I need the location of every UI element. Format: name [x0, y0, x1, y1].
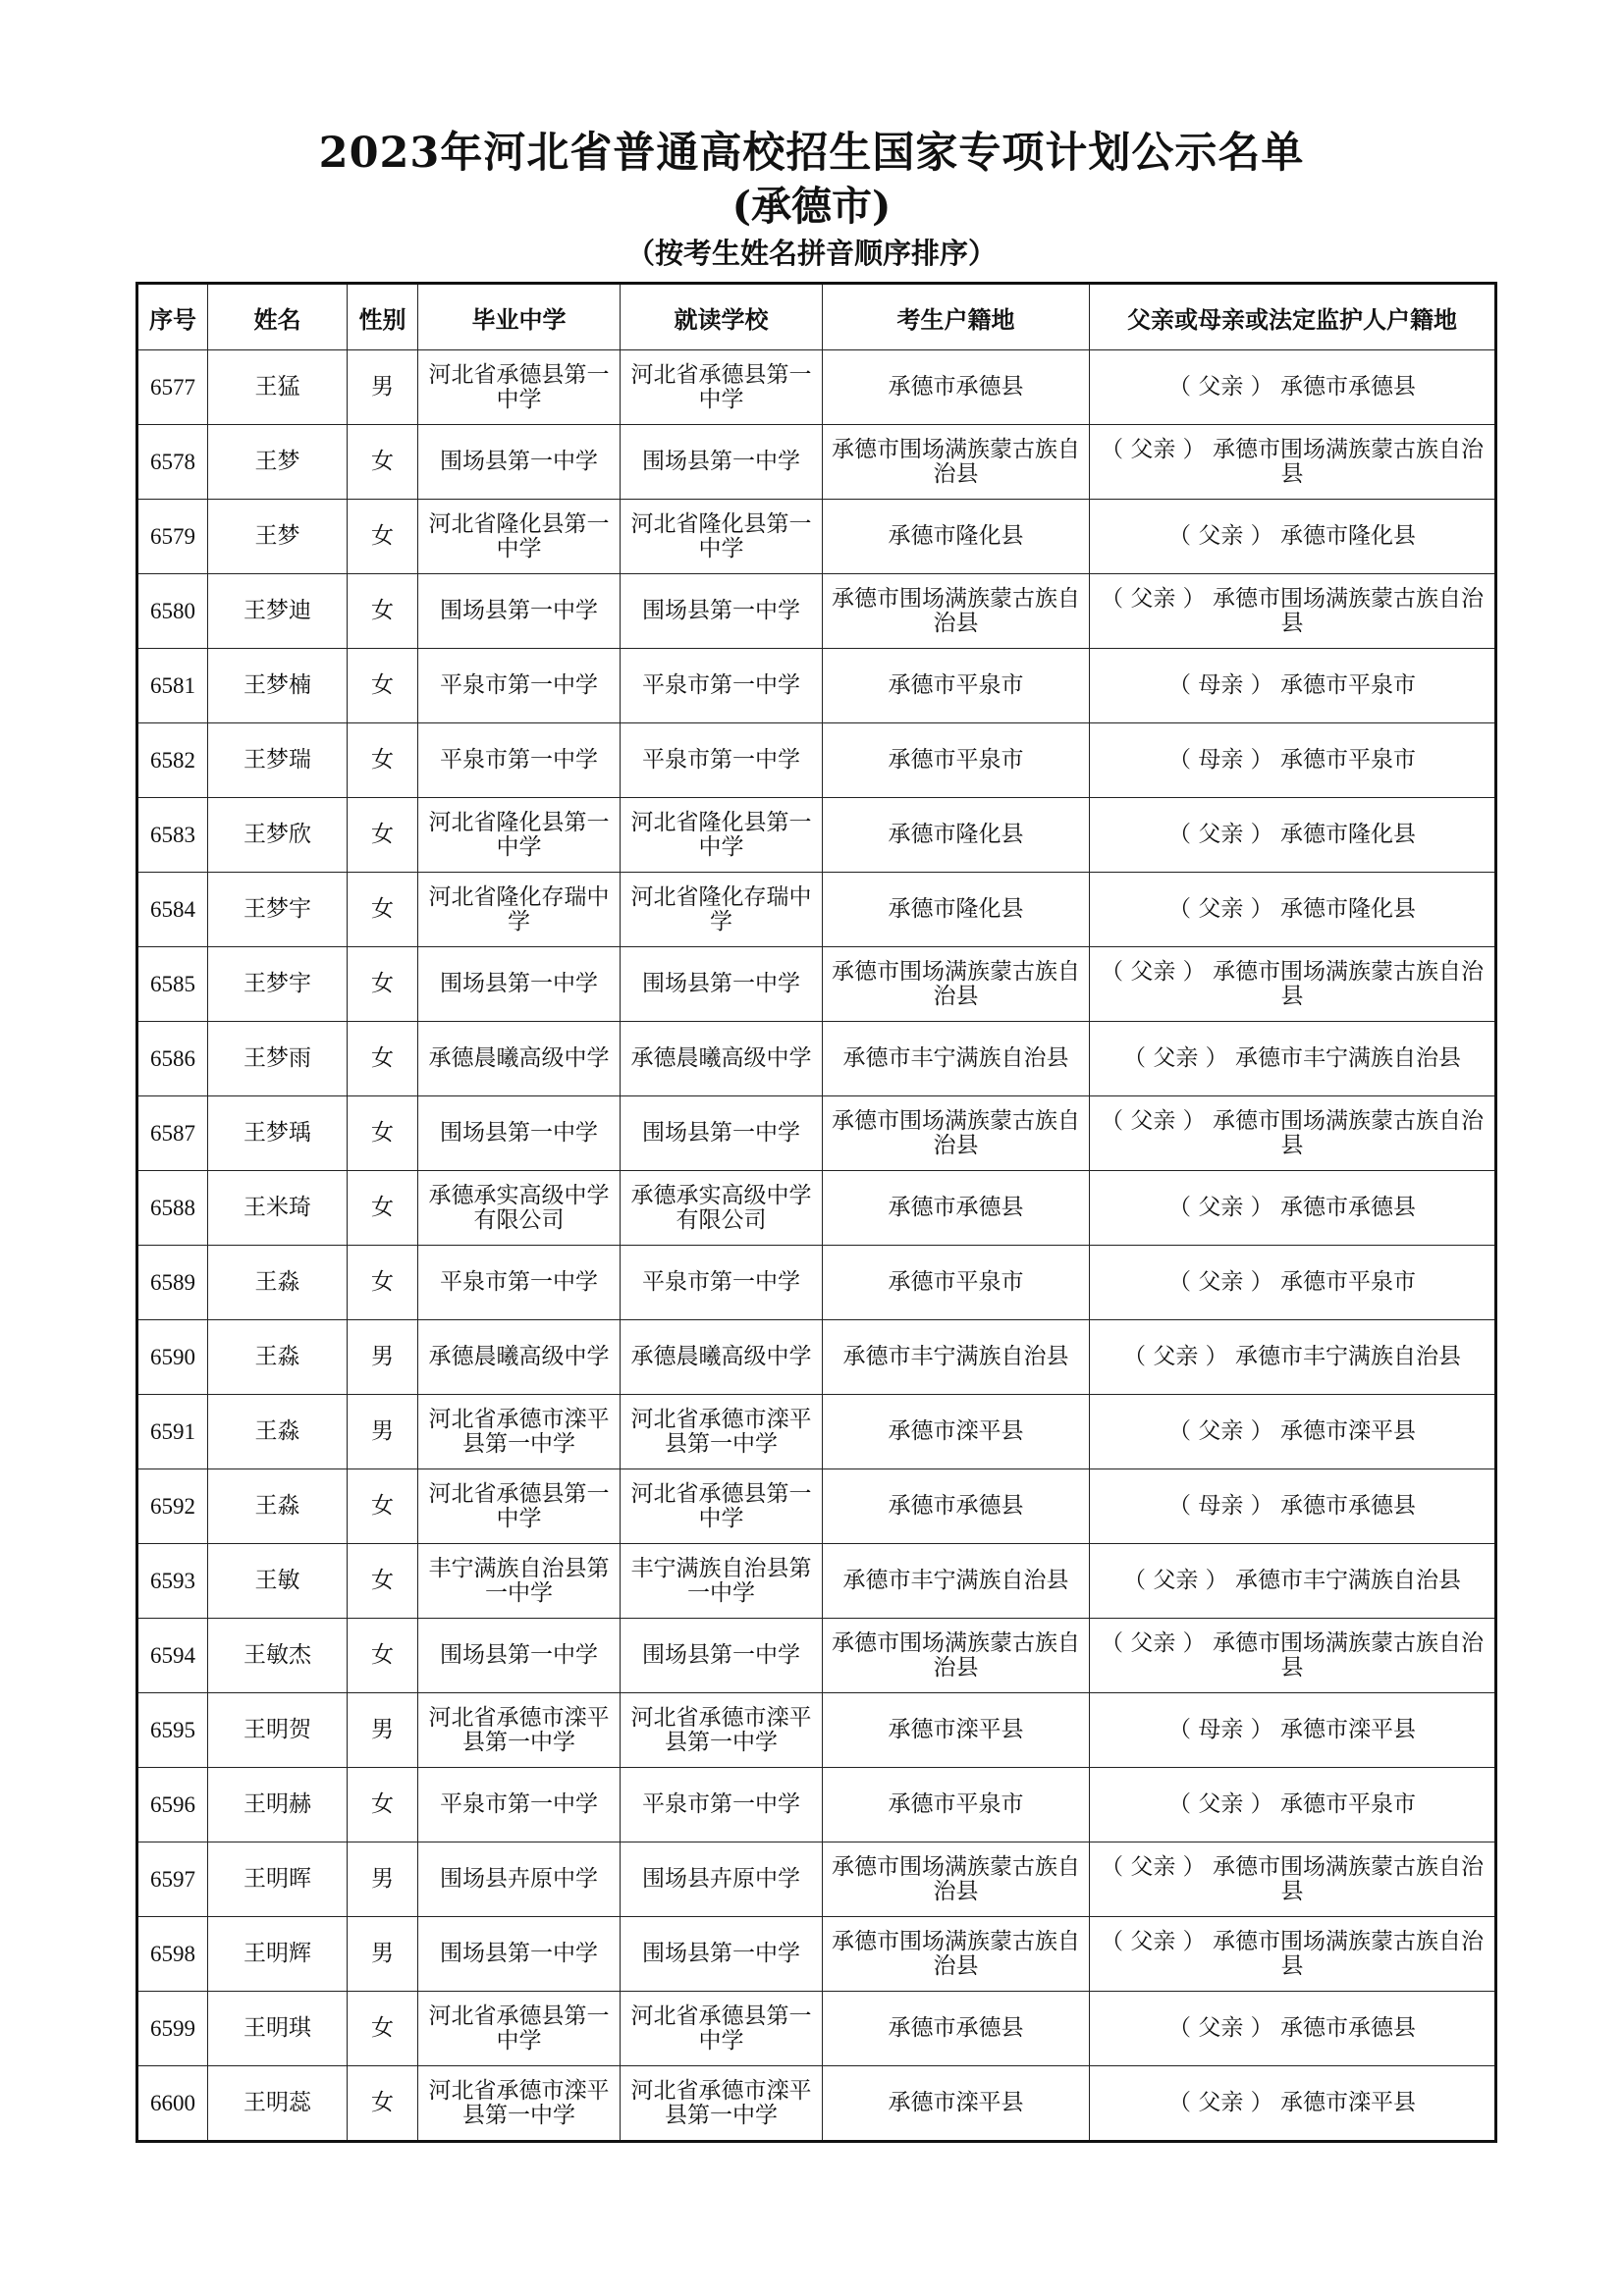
cell-guardian-hukou: （ 父亲 ） 承德市平泉市	[1090, 1768, 1496, 1842]
cell-current-school: 围场县第一中学	[621, 1917, 823, 1992]
cell-grad-school: 围场县第一中学	[418, 1096, 621, 1171]
cell-name: 王梦雨	[208, 1022, 348, 1096]
cell-grad-school: 围场县第一中学	[418, 574, 621, 649]
cell-hukou: 承德市围场满族蒙古族自治县	[823, 425, 1090, 500]
cell-grad-school: 河北省隆化县第一中学	[418, 500, 621, 574]
cell-grad-school: 平泉市第一中学	[418, 723, 621, 798]
cell-hukou: 承德市围场满族蒙古族自治县	[823, 574, 1090, 649]
col-header-name: 姓名	[208, 284, 348, 350]
table-row	[137, 1320, 1496, 1395]
cell-grad-school: 围场县卉原中学	[418, 1842, 621, 1917]
roster-table	[135, 282, 1497, 2143]
cell-current-school: 平泉市第一中学	[621, 1246, 823, 1320]
cell-grad-school: 河北省承德县第一中学	[418, 350, 621, 425]
cell-guardian-hukou: （ 父亲 ） 承德市围场满族蒙古族自治县	[1090, 947, 1496, 1022]
cell-grad-school: 围场县第一中学	[418, 1619, 621, 1693]
cell-name: 王明琪	[208, 1992, 348, 2066]
cell-name: 王猛	[208, 350, 348, 425]
cell-current-school: 河北省隆化县第一中学	[621, 798, 823, 873]
cell-name: 王淼	[208, 1320, 348, 1395]
page-title: 2023年河北省普通高校招生国家专项计划公示名单	[318, 129, 1305, 178]
cell-hukou: 承德市滦平县	[823, 1395, 1090, 1469]
cell-gender: 男	[348, 350, 418, 425]
cell-current-school: 围场县卉原中学	[621, 1842, 823, 1917]
cell-no: 6599	[137, 1992, 208, 2066]
cell-name: 王淼	[208, 1246, 348, 1320]
cell-current-school: 承德晨曦高级中学	[621, 1022, 823, 1096]
cell-guardian-hukou: （ 父亲 ） 承德市承德县	[1090, 1992, 1496, 2066]
cell-hukou: 承德市平泉市	[823, 723, 1090, 798]
cell-hukou: 承德市平泉市	[823, 649, 1090, 723]
cell-grad-school: 河北省承德市滦平县第一中学	[418, 2066, 621, 2142]
cell-current-school: 河北省承德市滦平县第一中学	[621, 1693, 823, 1768]
cell-current-school: 承德晨曦高级中学	[621, 1320, 823, 1395]
table-row	[137, 2066, 1496, 2142]
cell-no: 6591	[137, 1395, 208, 1469]
table-row	[137, 1246, 1496, 1320]
cell-hukou: 承德市丰宁满族自治县	[823, 1544, 1090, 1619]
cell-guardian-hukou: （ 父亲 ） 承德市隆化县	[1090, 798, 1496, 873]
cell-grad-school: 河北省隆化存瑞中学	[418, 873, 621, 947]
cell-current-school: 平泉市第一中学	[621, 649, 823, 723]
cell-current-school: 围场县第一中学	[621, 574, 823, 649]
col-header-no: 序号	[137, 284, 208, 350]
cell-hukou: 承德市平泉市	[823, 1768, 1090, 1842]
cell-gender: 女	[348, 723, 418, 798]
table-row	[137, 1917, 1496, 1992]
cell-grad-school: 平泉市第一中学	[418, 649, 621, 723]
cell-gender: 女	[348, 947, 418, 1022]
cell-guardian-hukou: （ 母亲 ） 承德市平泉市	[1090, 649, 1496, 723]
cell-no: 6600	[137, 2066, 208, 2142]
cell-guardian-hukou: （ 父亲 ） 承德市围场满族蒙古族自治县	[1090, 425, 1496, 500]
sort-note: （按考生姓名拼音顺序排序）	[625, 237, 997, 270]
cell-hukou: 承德市平泉市	[823, 1246, 1090, 1320]
cell-hukou: 承德市滦平县	[823, 1693, 1090, 1768]
cell-name: 王淼	[208, 1395, 348, 1469]
cell-no: 6584	[137, 873, 208, 947]
cell-no: 6581	[137, 649, 208, 723]
table-row	[137, 1096, 1496, 1171]
cell-guardian-hukou: （ 父亲 ） 承德市隆化县	[1090, 500, 1496, 574]
cell-name: 王梦	[208, 500, 348, 574]
table-row	[137, 1768, 1496, 1842]
cell-gender: 女	[348, 1171, 418, 1246]
cell-grad-school: 平泉市第一中学	[418, 1768, 621, 1842]
cell-no: 6594	[137, 1619, 208, 1693]
cell-guardian-hukou: （ 父亲 ） 承德市丰宁满族自治县	[1090, 1320, 1496, 1395]
cell-current-school: 承德承实高级中学有限公司	[621, 1171, 823, 1246]
cell-hukou: 承德市隆化县	[823, 873, 1090, 947]
col-header-gender: 性别	[348, 284, 418, 350]
roster-body	[137, 350, 1496, 2142]
cell-grad-school: 围场县第一中学	[418, 947, 621, 1022]
table-row	[137, 649, 1496, 723]
cell-current-school: 河北省承德县第一中学	[621, 1992, 823, 2066]
cell-gender: 女	[348, 1096, 418, 1171]
table-row	[137, 1022, 1496, 1096]
cell-name: 王米琦	[208, 1171, 348, 1246]
cell-gender: 女	[348, 873, 418, 947]
cell-no: 6585	[137, 947, 208, 1022]
cell-hukou: 承德市承德县	[823, 1469, 1090, 1544]
cell-gender: 女	[348, 649, 418, 723]
table-row	[137, 500, 1496, 574]
cell-name: 王明贺	[208, 1693, 348, 1768]
cell-guardian-hukou: （ 父亲 ） 承德市承德县	[1090, 1171, 1496, 1246]
cell-hukou: 承德市围场满族蒙古族自治县	[823, 1842, 1090, 1917]
table-row	[137, 1693, 1496, 1768]
cell-gender: 女	[348, 798, 418, 873]
cell-gender: 女	[348, 1768, 418, 1842]
cell-grad-school: 平泉市第一中学	[418, 1246, 621, 1320]
cell-grad-school: 承德晨曦高级中学	[418, 1320, 621, 1395]
cell-hukou: 承德市围场满族蒙古族自治县	[823, 947, 1090, 1022]
cell-hukou: 承德市围场满族蒙古族自治县	[823, 1917, 1090, 1992]
cell-gender: 女	[348, 2066, 418, 2142]
cell-guardian-hukou: （ 父亲 ） 承德市丰宁满族自治县	[1090, 1544, 1496, 1619]
cell-guardian-hukou: （ 父亲 ） 承德市滦平县	[1090, 1395, 1496, 1469]
cell-no: 6592	[137, 1469, 208, 1544]
cell-name: 王明辉	[208, 1917, 348, 1992]
cell-no: 6577	[137, 350, 208, 425]
cell-name: 王梦宇	[208, 873, 348, 947]
cell-guardian-hukou: （ 父亲 ） 承德市围场满族蒙古族自治县	[1090, 1096, 1496, 1171]
cell-gender: 女	[348, 500, 418, 574]
table-row	[137, 350, 1496, 425]
cell-no: 6578	[137, 425, 208, 500]
cell-current-school: 围场县第一中学	[621, 1096, 823, 1171]
cell-name: 王明蕊	[208, 2066, 348, 2142]
cell-name: 王淼	[208, 1469, 348, 1544]
cell-grad-school: 河北省承德县第一中学	[418, 1992, 621, 2066]
cell-name: 王敏杰	[208, 1619, 348, 1693]
cell-guardian-hukou: （ 父亲 ） 承德市围场满族蒙古族自治县	[1090, 1917, 1496, 1992]
cell-gender: 女	[348, 1469, 418, 1544]
cell-grad-school: 承德晨曦高级中学	[418, 1022, 621, 1096]
cell-name: 王明晖	[208, 1842, 348, 1917]
cell-gender: 男	[348, 1395, 418, 1469]
cell-no: 6587	[137, 1096, 208, 1171]
cell-gender: 男	[348, 1842, 418, 1917]
cell-no: 6582	[137, 723, 208, 798]
cell-hukou: 承德市隆化县	[823, 500, 1090, 574]
cell-no: 6596	[137, 1768, 208, 1842]
cell-guardian-hukou: （ 父亲 ） 承德市围场满族蒙古族自治县	[1090, 574, 1496, 649]
cell-hukou: 承德市围场满族蒙古族自治县	[823, 1619, 1090, 1693]
cell-current-school: 平泉市第一中学	[621, 723, 823, 798]
cell-guardian-hukou: （ 父亲 ） 承德市平泉市	[1090, 1246, 1496, 1320]
cell-current-school: 河北省承德县第一中学	[621, 1469, 823, 1544]
cell-gender: 女	[348, 425, 418, 500]
cell-name: 王梦宇	[208, 947, 348, 1022]
cell-grad-school: 围场县第一中学	[418, 1917, 621, 1992]
table-row	[137, 1171, 1496, 1246]
document-header	[0, 126, 1623, 273]
cell-no: 6580	[137, 574, 208, 649]
cell-no: 6597	[137, 1842, 208, 1917]
cell-guardian-hukou: （ 父亲 ） 承德市滦平县	[1090, 2066, 1496, 2142]
cell-current-school: 河北省承德市滦平县第一中学	[621, 1395, 823, 1469]
table-row	[137, 1619, 1496, 1693]
cell-name: 王梦楠	[208, 649, 348, 723]
col-header-hukou: 考生户籍地	[823, 284, 1090, 350]
cell-no: 6589	[137, 1246, 208, 1320]
cell-current-school: 河北省承德市滦平县第一中学	[621, 2066, 823, 2142]
cell-guardian-hukou: （ 父亲 ） 承德市隆化县	[1090, 873, 1496, 947]
cell-hukou: 承德市承德县	[823, 350, 1090, 425]
cell-name: 王梦瑀	[208, 1096, 348, 1171]
table-row	[137, 574, 1496, 649]
col-header-grad-school: 毕业中学	[418, 284, 621, 350]
cell-no: 6598	[137, 1917, 208, 1992]
cell-current-school: 围场县第一中学	[621, 947, 823, 1022]
cell-current-school: 围场县第一中学	[621, 1619, 823, 1693]
cell-name: 王敏	[208, 1544, 348, 1619]
cell-no: 6588	[137, 1171, 208, 1246]
table-row	[137, 1842, 1496, 1917]
cell-name: 王梦	[208, 425, 348, 500]
cell-name: 王梦瑞	[208, 723, 348, 798]
cell-current-school: 丰宁满族自治县第一中学	[621, 1544, 823, 1619]
cell-no: 6579	[137, 500, 208, 574]
cell-grad-school: 河北省隆化县第一中学	[418, 798, 621, 873]
cell-grad-school: 河北省承德县第一中学	[418, 1469, 621, 1544]
table-row	[137, 723, 1496, 798]
cell-hukou: 承德市隆化县	[823, 798, 1090, 873]
table-row	[137, 1469, 1496, 1544]
page-subtitle: (承德市)	[731, 183, 892, 230]
col-header-current-school: 就读学校	[621, 284, 823, 350]
cell-guardian-hukou: （ 母亲 ） 承德市平泉市	[1090, 723, 1496, 798]
table-row	[137, 798, 1496, 873]
cell-current-school: 平泉市第一中学	[621, 1768, 823, 1842]
cell-gender: 女	[348, 1992, 418, 2066]
cell-guardian-hukou: （ 父亲 ） 承德市丰宁满族自治县	[1090, 1022, 1496, 1096]
cell-name: 王明赫	[208, 1768, 348, 1842]
cell-grad-school: 承德承实高级中学有限公司	[418, 1171, 621, 1246]
table-row	[137, 425, 1496, 500]
cell-guardian-hukou: （ 父亲 ） 承德市承德县	[1090, 350, 1496, 425]
cell-guardian-hukou: （ 父亲 ） 承德市围场满族蒙古族自治县	[1090, 1842, 1496, 1917]
table-row	[137, 1544, 1496, 1619]
cell-gender: 女	[348, 1246, 418, 1320]
table-row	[137, 1992, 1496, 2066]
cell-gender: 女	[348, 1619, 418, 1693]
cell-gender: 女	[348, 574, 418, 649]
cell-hukou: 承德市丰宁满族自治县	[823, 1320, 1090, 1395]
cell-no: 6583	[137, 798, 208, 873]
cell-guardian-hukou: （ 父亲 ） 承德市围场满族蒙古族自治县	[1090, 1619, 1496, 1693]
cell-current-school: 河北省承德县第一中学	[621, 350, 823, 425]
cell-gender: 男	[348, 1320, 418, 1395]
table-row	[137, 947, 1496, 1022]
cell-no: 6595	[137, 1693, 208, 1768]
cell-current-school: 河北省隆化县第一中学	[621, 500, 823, 574]
cell-gender: 男	[348, 1917, 418, 1992]
col-header-guardian-hukou: 父亲或母亲或法定监护人户籍地	[1090, 284, 1496, 350]
cell-gender: 男	[348, 1693, 418, 1768]
cell-grad-school: 丰宁满族自治县第一中学	[418, 1544, 621, 1619]
cell-grad-school: 河北省承德市滦平县第一中学	[418, 1395, 621, 1469]
table-row	[137, 873, 1496, 947]
table-row	[137, 1395, 1496, 1469]
cell-current-school: 河北省隆化存瑞中学	[621, 873, 823, 947]
cell-hukou: 承德市承德县	[823, 1992, 1090, 2066]
cell-guardian-hukou: （ 母亲 ） 承德市承德县	[1090, 1469, 1496, 1544]
cell-hukou: 承德市丰宁满族自治县	[823, 1022, 1090, 1096]
cell-hukou: 承德市围场满族蒙古族自治县	[823, 1096, 1090, 1171]
cell-name: 王梦欣	[208, 798, 348, 873]
cell-grad-school: 围场县第一中学	[418, 425, 621, 500]
cell-guardian-hukou: （ 母亲 ） 承德市滦平县	[1090, 1693, 1496, 1768]
cell-gender: 女	[348, 1544, 418, 1619]
cell-name: 王梦迪	[208, 574, 348, 649]
cell-gender: 女	[348, 1022, 418, 1096]
cell-grad-school: 河北省承德市滦平县第一中学	[418, 1693, 621, 1768]
cell-no: 6593	[137, 1544, 208, 1619]
header-row	[137, 284, 1496, 350]
cell-current-school: 围场县第一中学	[621, 425, 823, 500]
cell-no: 6586	[137, 1022, 208, 1096]
cell-hukou: 承德市滦平县	[823, 2066, 1090, 2142]
cell-no: 6590	[137, 1320, 208, 1395]
cell-hukou: 承德市承德县	[823, 1171, 1090, 1246]
